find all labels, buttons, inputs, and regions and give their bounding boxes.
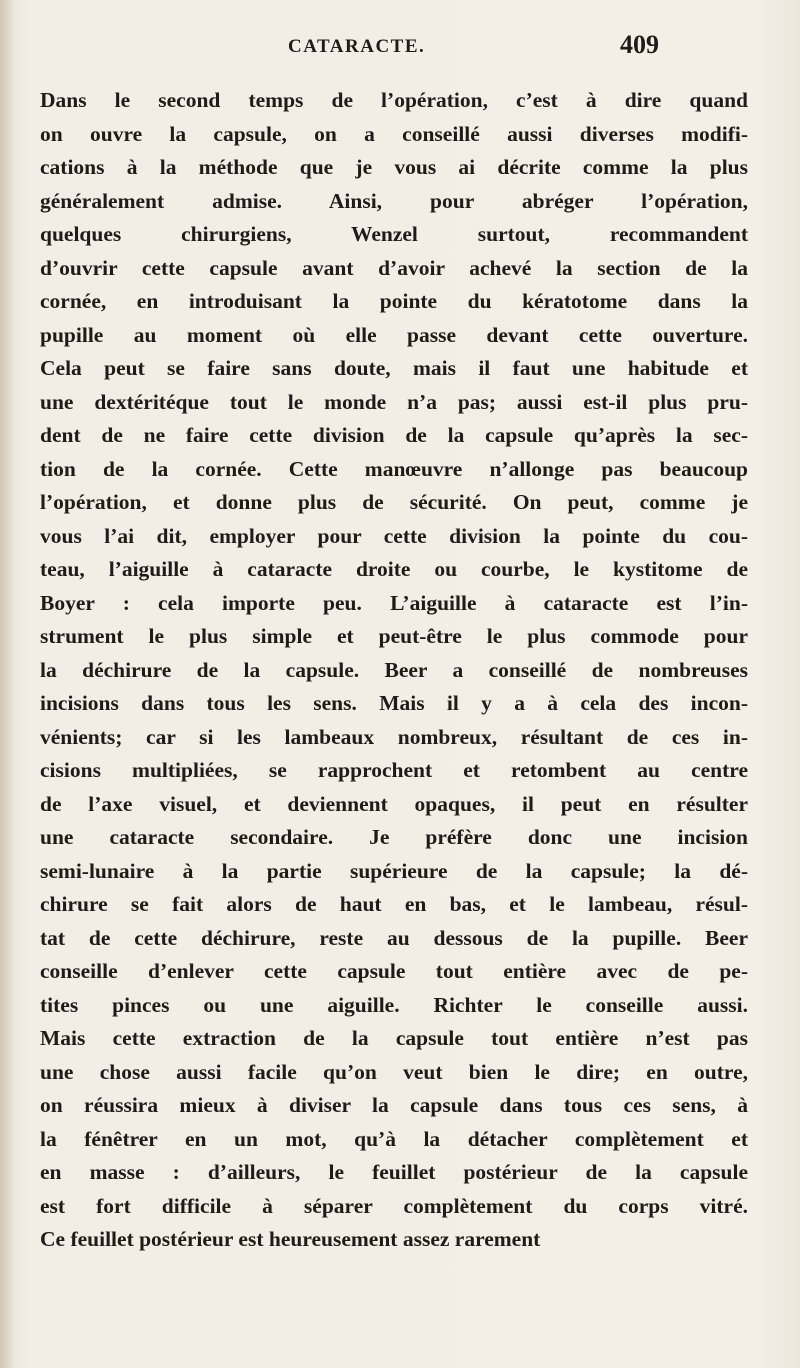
body-text [40, 84, 748, 1257]
text-line: conseille d’enlever cette capsule tout entière avec de pe- [40, 959, 748, 983]
text-line: on ouvre la capsule, on a conseillé aussi diverses modifi- [40, 121, 748, 146]
text-line: généralement admise. Ainsi, pour abréger l’opération, [40, 188, 748, 213]
text-line: en masse : d’ailleurs, le feuillet postérieur de la capsule [40, 1160, 748, 1184]
text-line: une cataracte secondaire. Je préfère donc une incision [40, 825, 748, 849]
text-line: on réussira mieux à diviser la capsule dans tous ces sens, à [40, 1093, 748, 1117]
text-line: l’opération, et donne plus de sécurité. On peut, comme je [40, 490, 748, 514]
text-line: Cela peut se faire sans doute, mais il faut une habitude et [40, 356, 748, 380]
text-line: est fort difficile à séparer complètement du corps vitré. [40, 1193, 748, 1218]
text-line: une dextéritéque tout le monde n’a pas; aussi est-il plus pru- [40, 389, 748, 414]
running-title: CATARACTE. [288, 36, 426, 57]
running-head [40, 30, 740, 70]
text-line: de l’axe visuel, et deviennent opaques, il peut en résulter [40, 791, 748, 816]
text-line: Ce feuillet postérieur est heureusement assez rarement [40, 1227, 541, 1251]
text-line: cisions multipliées, se rapprochent et retombent au centre [40, 758, 748, 782]
text-line: incisions dans tous les sens. Mais il y a à cela des incon- [40, 691, 748, 715]
text-line: la fénêtrer en un mot, qu’à la détacher complètement et [40, 1126, 748, 1151]
text-line: d’ouvrir cette capsule avant d’avoir achevé la section de la [40, 255, 748, 280]
text-line: vénients; car si les lambeaux nombreux, résultant de ces in- [40, 724, 748, 749]
text-line: teau, l’aiguille à cataracte droite ou courbe, le kystitome de [40, 557, 748, 581]
text-line: chirure se fait alors de haut en bas, et le lambeau, résul- [40, 892, 748, 916]
text-line: Mais cette extraction de la capsule tout entière n’est pas [40, 1026, 748, 1050]
text-line: tat de cette déchirure, reste au dessous de la pupille. Beer [40, 925, 748, 950]
text-line: Dans le second temps de l’opération, c’est à dire quand [40, 88, 748, 112]
text-line: dent de ne faire cette division de la capsule qu’après la sec- [40, 423, 748, 447]
text-line: vous l’ai dit, employer pour cette division la pointe du cou- [40, 523, 748, 548]
text-line: la déchirure de la capsule. Beer a conseillé de nombreuses [40, 657, 748, 682]
text-line: strument le plus simple et peut-être le plus commode pour [40, 624, 748, 648]
text-line: cornée, en introduisant la pointe du kératotome dans la [40, 289, 748, 313]
text-line: tion de la cornée. Cette manœuvre n’allonge pas beaucoup [40, 456, 748, 481]
text-line: une chose aussi facile qu’on veut bien le dire; en outre, [40, 1059, 748, 1084]
text-line: tites pinces ou une aiguille. Richter le conseille aussi. [40, 992, 748, 1017]
text-line: semi-lunaire à la partie supérieure de la capsule; la dé- [40, 858, 748, 883]
text-line: pupille au moment où elle passe devant cette ouverture. [40, 322, 748, 347]
page-number: 409 [620, 30, 659, 59]
text-line: Boyer : cela importe peu. L’aiguille à cataracte est l’in- [40, 590, 748, 615]
text-line: quelques chirurgiens, Wenzel surtout, recommandent [40, 222, 748, 246]
text-line: cations à la méthode que je vous ai décrite comme la plus [40, 155, 748, 179]
page-gutter-shadow [0, 0, 14, 1368]
